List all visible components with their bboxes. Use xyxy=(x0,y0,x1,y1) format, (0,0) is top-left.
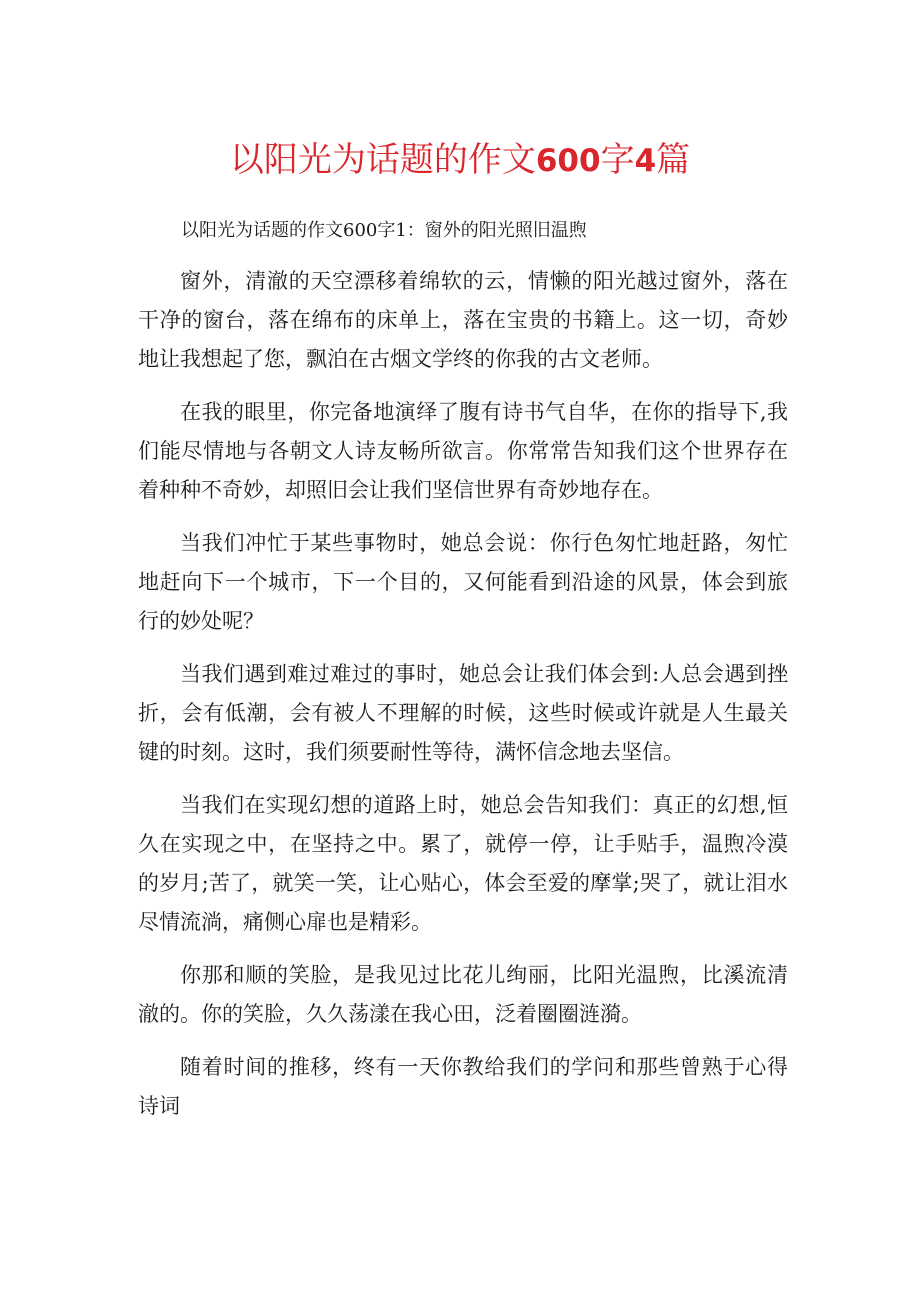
title-suffix: 篇 xyxy=(656,140,691,180)
title-number: 600 xyxy=(535,143,601,179)
essay-subtitle: 以阳光为话题的作文600字1：窗外的阳光照旧温煦 xyxy=(181,220,587,241)
paragraph-7: 随着时间的推移，终有一天你教给我们的学问和那些曾熟于心得诗词 xyxy=(138,1055,788,1118)
title-count: 4 xyxy=(634,143,657,179)
title-prefix: 以阳光为话题的作文 xyxy=(229,140,536,180)
paragraph-2: 在我的眼里，你完备地演绎了腹有诗书气自华，在你的指导下,我们能尽情地与各朝文人诗友畅所欲言。你常常告知我们这个世界存在着种种不奇妙，却照旧会让我们坚信世界有奇妙地存在。 xyxy=(138,400,788,502)
paragraph-5: 当我们在实现幻想的道路上时，她总会告知我们：真正的幻想,恒久在实现之中，在坚持之中。累了，就停一停，让手贴手，温煦冷漠的岁月;苦了，就笑一笑，让心贴心，体会至爱的摩掌;哭了，就让泪水尽情流淌，痛侧心扉也是精彩。 xyxy=(138,793,788,934)
paragraph-4: 当我们遇到难过难过的事时，她总会让我们体会到:人总会遇到挫折，会有低潮，会有被人不理解的时候，这些时候或许就是人生最关键的时刻。这时，我们须要耐性等待，满怀信念地去坚信。 xyxy=(138,662,788,764)
paragraph-1: 窗外，清澈的天空漂移着绵软的云，情懒的阳光越过窗外，落在干净的窗台，落在绵布的床单上，落在宝贵的书籍上。这一切，奇妙地让我想起了您，飘泊在古烟文学终的你我的古文老师。 xyxy=(138,269,788,371)
document-title xyxy=(0,136,920,185)
essay-body xyxy=(138,262,788,1140)
paragraph-3: 当我们冲忙于某些事物时，她总会说：你行色匆忙地赶路，匆忙地赶向下一个城市，下一个目的，又何能看到沿途的风景，体会到旅行的妙处呢？ xyxy=(138,531,788,633)
paragraph-6: 你那和顺的笑脸，是我见过比花儿绚丽，比阳光温煦，比溪流清澈的。你的笑脸，久久荡漾在我心田，泛着圈圈涟漪。 xyxy=(138,963,788,1026)
title-middle: 字 xyxy=(600,140,635,180)
